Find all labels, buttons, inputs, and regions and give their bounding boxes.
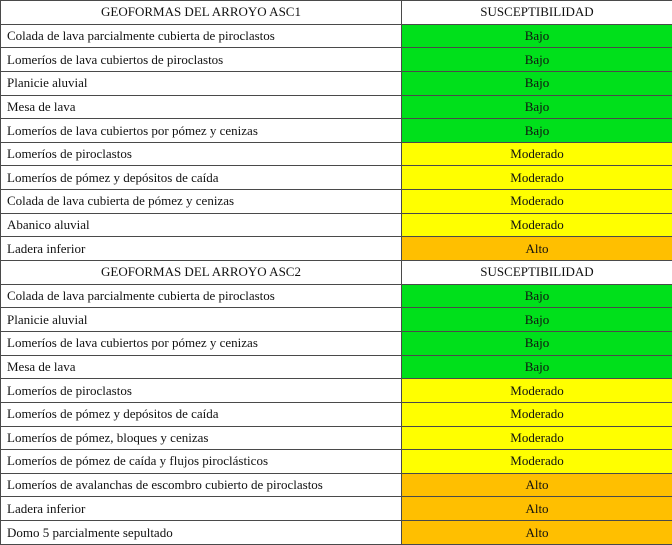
susceptibility-cell: Alto [402, 497, 672, 521]
geoform-cell: Colada de lava cubierta de pómez y cenizas [1, 190, 402, 214]
table-row [1, 119, 672, 143]
geoform-cell: Domo 5 parcialmente sepultado [1, 521, 402, 545]
susceptibility-cell: Moderado [402, 450, 672, 474]
susceptibility-cell: Bajo [402, 95, 672, 119]
susceptibility-cell: Bajo [402, 308, 672, 332]
susceptibility-table-body [1, 1, 672, 545]
geoform-cell: Planicie aluvial [1, 308, 402, 332]
susceptibility-cell: Moderado [402, 142, 672, 166]
table-row [1, 284, 672, 308]
geoform-cell: Lomeríos de lava cubiertos por pómez y cenizas [1, 119, 402, 143]
susceptibility-cell: Bajo [402, 331, 672, 355]
geoform-cell: Mesa de lava [1, 95, 402, 119]
susceptibility-cell: Moderado [402, 379, 672, 403]
geoform-cell: Abanico aluvial [1, 213, 402, 237]
susceptibility-cell: Bajo [402, 71, 672, 95]
table-row [1, 355, 672, 379]
geoform-cell: Mesa de lava [1, 355, 402, 379]
susceptibility-cell: Alto [402, 237, 672, 261]
table-row [1, 497, 672, 521]
geoform-column-header: GEOFORMAS DEL ARROYO ASC2 [1, 261, 402, 285]
table-row [1, 450, 672, 474]
susceptibility-cell: Alto [402, 473, 672, 497]
geoform-cell: Lomeríos de lava cubiertos de piroclastos [1, 48, 402, 72]
geoform-cell: Planicie aluvial [1, 71, 402, 95]
table-row [1, 237, 672, 261]
geoform-cell: Lomeríos de avalanchas de escombro cubierto de piroclastos [1, 473, 402, 497]
table-row [1, 24, 672, 48]
geoform-cell: Lomeríos de pómez y depósitos de caída [1, 402, 402, 426]
geoform-column-header: GEOFORMAS DEL ARROYO ASC1 [1, 1, 402, 25]
geoform-cell: Lomeríos de pómez de caída y flujos piroclásticos [1, 450, 402, 474]
susceptibility-cell: Bajo [402, 355, 672, 379]
susceptibility-cell: Bajo [402, 284, 672, 308]
geoform-cell: Colada de lava parcialmente cubierta de piroclastos [1, 284, 402, 308]
table-row [1, 426, 672, 450]
susceptibility-column-header: SUSCEPTIBILIDAD [402, 261, 672, 285]
geoform-cell: Lomeríos de pómez, bloques y cenizas [1, 426, 402, 450]
geoform-cell: Lomeríos de piroclastos [1, 379, 402, 403]
susceptibility-cell: Moderado [402, 166, 672, 190]
geoform-cell: Ladera inferior [1, 497, 402, 521]
geoform-cell: Lomeríos de pómez y depósitos de caída [1, 166, 402, 190]
table-row [1, 190, 672, 214]
susceptibility-cell: Moderado [402, 402, 672, 426]
table-row [1, 166, 672, 190]
geoform-cell: Lomeríos de piroclastos [1, 142, 402, 166]
susceptibility-cell: Moderado [402, 213, 672, 237]
section-header-row [1, 1, 672, 25]
susceptibility-cell: Moderado [402, 426, 672, 450]
geoform-cell: Ladera inferior [1, 237, 402, 261]
susceptibility-cell: Bajo [402, 119, 672, 143]
table-row [1, 142, 672, 166]
table-row [1, 308, 672, 332]
table-row [1, 331, 672, 355]
susceptibility-cell: Bajo [402, 48, 672, 72]
susceptibility-cell: Alto [402, 521, 672, 545]
table-row [1, 95, 672, 119]
table-row [1, 402, 672, 426]
table-row [1, 521, 672, 545]
susceptibility-cell: Moderado [402, 190, 672, 214]
geoform-cell: Colada de lava parcialmente cubierta de piroclastos [1, 24, 402, 48]
section-header-row [1, 261, 672, 285]
geoform-cell: Lomeríos de lava cubiertos por pómez y cenizas [1, 331, 402, 355]
table-row [1, 48, 672, 72]
susceptibility-cell: Bajo [402, 24, 672, 48]
table-row [1, 473, 672, 497]
table-row [1, 379, 672, 403]
susceptibility-column-header: SUSCEPTIBILIDAD [402, 1, 672, 25]
table-row [1, 71, 672, 95]
table-row [1, 213, 672, 237]
